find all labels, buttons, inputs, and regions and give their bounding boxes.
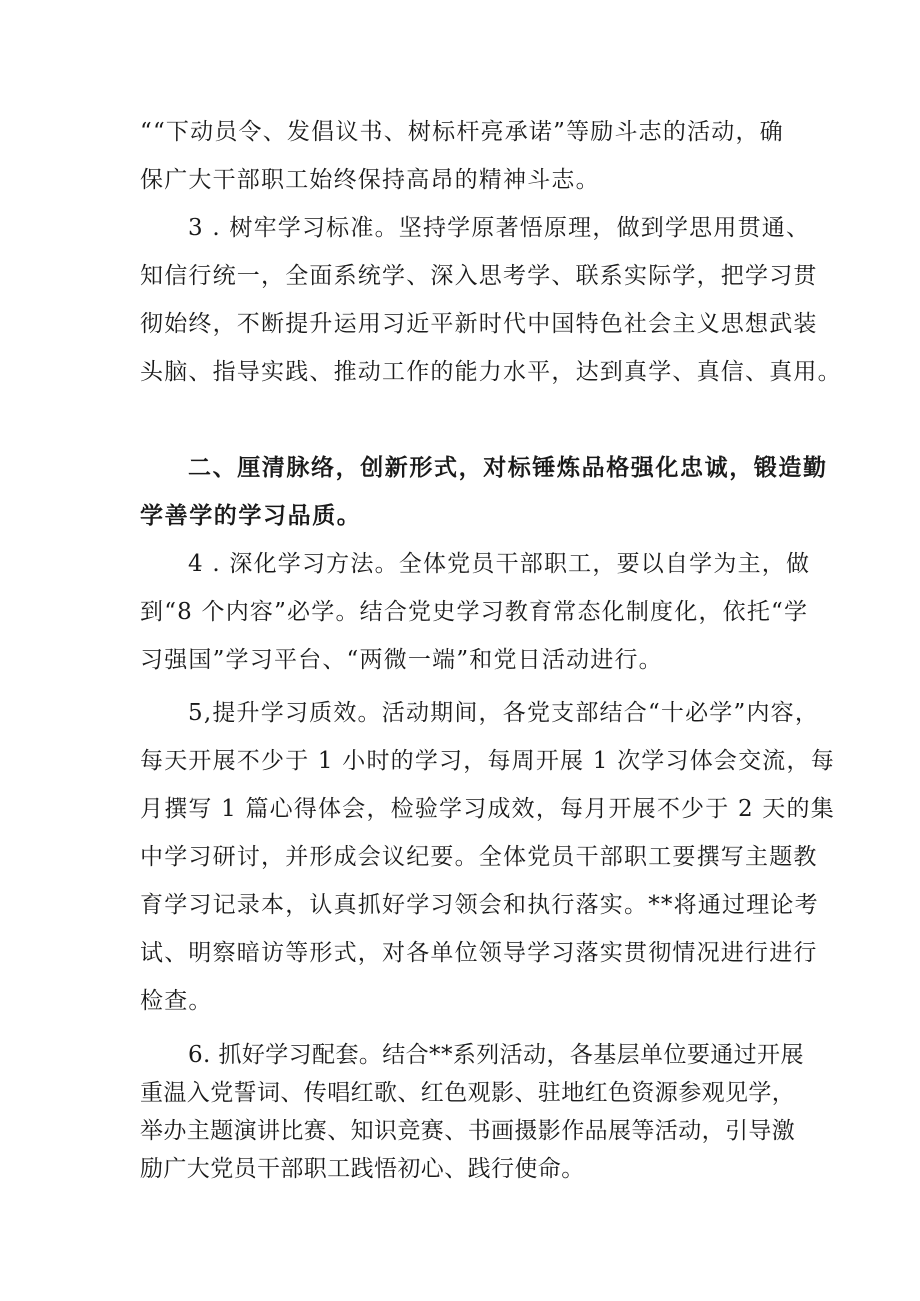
item-3-line-2: 知信行统一，全面系统学、深入思考学、联系实际学，把学习贯 <box>140 263 818 289</box>
item-3-line-4: 头脑、指导实践、推动工作的能力水平，达到真学、真信、真用。 <box>140 359 842 385</box>
item-5-line-6: 试、明察暗访等形式，对各单位领导学习落实贯彻情况进行进行 <box>140 940 818 966</box>
section-heading-2-line-1: 二、厘清脉络，创新形式，对标锤炼品格强化忠诚，锻造勤 <box>188 455 828 481</box>
item-5-line-1: 5,提升学习质效。活动期间，各党支部结合“十必学”内容， <box>188 700 820 726</box>
item-4-line-3: 习强国”学习平台、“两微一端”和党日活动进行。 <box>140 647 663 673</box>
item-4-line-2: 到“8 个内容”必学。结合党史学习教育常态化制度化，依托“学 <box>140 599 809 625</box>
item-6-line-2: 重温入党誓词、传唱红歌、红色观影、驻地红色资源参观见学， <box>140 1080 796 1106</box>
item-5-line-3: 月撰写 1 篇心得体会，检验学习成效，每月开展不少于 2 天的集 <box>140 796 835 822</box>
item-5-line-5: 育学习记录本，认真抓好学习领会和执行落实。**将通过理论考 <box>140 892 819 918</box>
item-6-line-1: 6. 抓好学习配套。结合**系列活动，各基层单位要通过开展 <box>188 1042 804 1068</box>
item-6-line-4: 励广大党员干部职工践悟初心、践行使命。 <box>140 1156 585 1182</box>
item-5-line-7: 检查。 <box>140 988 213 1014</box>
item-4-line-1: 4 . 深化学习方法。全体党员干部职工，要以自学为主，做 <box>188 551 811 577</box>
item-3-line-3: 彻始终，不断提升运用习近平新时代中国特色社会主义思想武装 <box>140 311 818 337</box>
paragraph-1-line-2: 保广大干部职工始终保持高昂的精神斗志。 <box>140 167 600 193</box>
item-5-line-2: 每天开展不少于 1 小时的学习，每周开展 1 次学习体会交流，每 <box>140 748 835 774</box>
section-heading-2-line-2: 学善学的学习品质。 <box>140 503 362 529</box>
paragraph-1-line-1: ““下动员令、发倡议书、树标杆亮承诺”等励斗志的活动，确 <box>140 119 784 145</box>
item-3-line-1: 3 . 树牢学习标准。坚持学原著悟原理，做到学思用贯通、 <box>188 215 811 241</box>
item-6-line-3: 举办主题演讲比赛、知识竞赛、书画摄影作品展等活动，引导激 <box>140 1118 796 1144</box>
item-5-line-4: 中学习研讨，并形成会议纪要。全体党员干部职工要撰写主题教 <box>140 844 818 870</box>
